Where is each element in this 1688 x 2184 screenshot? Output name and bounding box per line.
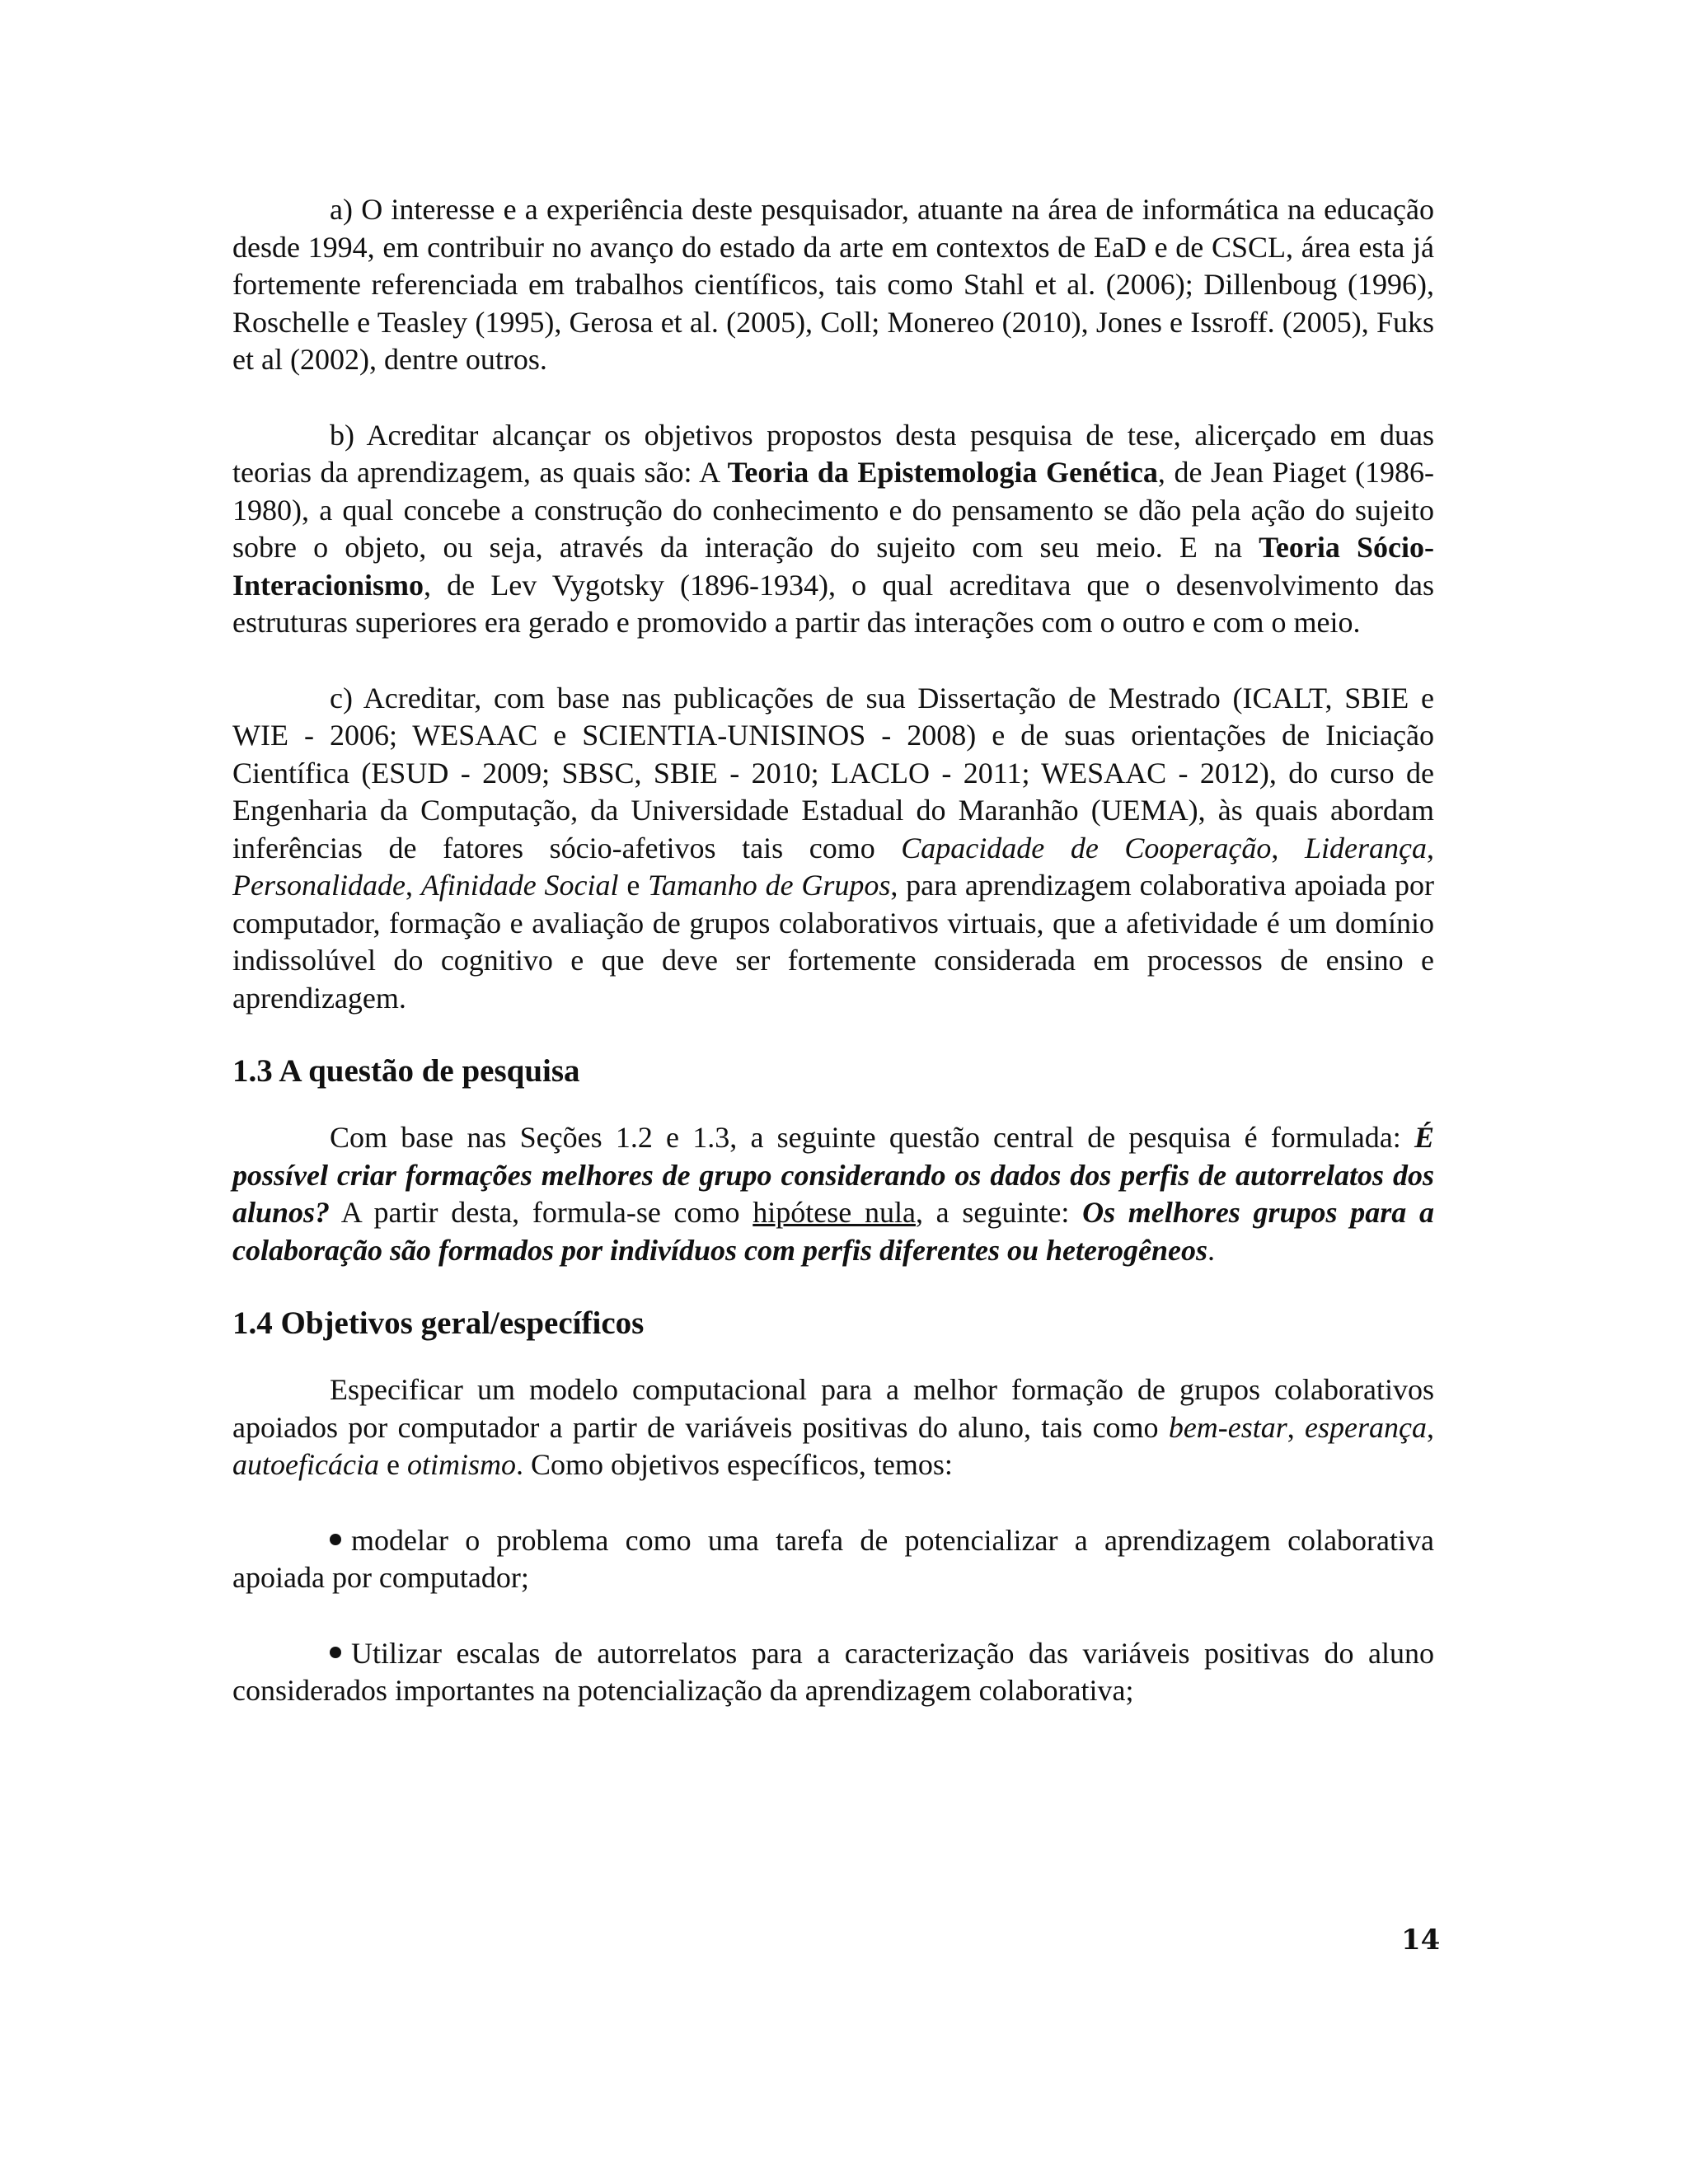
objective-bullet-2 <box>232 1635 1434 1710</box>
paragraph-b-text-1: b) Acreditar alcançar os objetivos propostos desta pesquisa de tese, alicerçado em duas teorias da aprendizagem, as quais são: A <box>232 418 1434 489</box>
separator: e <box>618 869 649 902</box>
variable-bem-estar: bem-estar <box>1168 1410 1287 1444</box>
research-question-text-2: A partir desta, formula-se como <box>330 1196 753 1229</box>
research-question-text-3: , a seguinte: <box>915 1196 1083 1229</box>
paragraph-a-text: a) O interesse e a experiência deste pesquisador, atuante na área de informática na educação desde 1994, em contribuir no avanço do estado da arte em contextos de EaD e de CSCL, área esta já fortemente referenciada em trabalhos científicos, tais como Stahl et al. (2006); Dillenboug (1996), Roschelle e Teasley (1995), Gerosa et al. (2005), Coll; Monereo (2010), Jones e Issroff. (2005), Fuks et al (2002), dentre outros. <box>232 193 1434 376</box>
bullet-icon <box>330 1534 341 1545</box>
paragraph-b <box>232 417 1434 642</box>
document-page <box>232 191 1434 1710</box>
bullet-icon <box>330 1647 341 1658</box>
separator: e <box>378 1448 407 1481</box>
research-question: É possível criar formações melhores de grupo considerando os dados dos perfis de autorrelatos dos alunos? <box>232 1121 1434 1229</box>
null-hypothesis: Os melhores grupos para a colaboração são formados por indivíduos com perfis diferentes ou heterogêneos <box>232 1196 1435 1267</box>
variable-esperanca: esperança <box>1305 1410 1428 1444</box>
factor-capacidade-cooperacao: Capacidade de Cooperação <box>901 831 1272 865</box>
separator: , <box>1271 831 1305 865</box>
separator: , <box>1287 1410 1306 1444</box>
objective-bullet-1-text: modelar o problema como uma tarefa de potencializar a aprendizagem colaborativa apoiada por computador; <box>232 1523 1434 1594</box>
paragraph-b-text-2: , de Jean Piaget (1986-1980), a qual concebe a construção do conhecimento e do pensamento se dão pela ação do sujeito sobre o objeto, ou seja, através da interação do sujeito com seu meio. E na <box>232 456 1435 564</box>
factor-tamanho-grupos: Tamanho de Grupos <box>648 869 891 902</box>
theory-socio-interacionismo: Teoria Sócio-Interacionismo <box>232 531 1434 602</box>
objective-bullet-1 <box>232 1522 1434 1597</box>
section-heading-1-4: 1.4 Objetivos geral/específicos <box>232 1305 645 1341</box>
null-hypothesis-term: hipótese nula <box>753 1196 916 1229</box>
variable-otimismo: otimismo <box>406 1448 516 1481</box>
factor-afinidade-social: Afinidade Social <box>420 869 619 902</box>
research-question-end: . <box>1207 1233 1215 1267</box>
separator: , <box>1427 1410 1435 1444</box>
objectives-text-1: Especificar um modelo computacional para a melhor formação de grupos colaborativos apoiados por computador a partir de variáveis positivas do aluno, tais como <box>232 1373 1434 1444</box>
paragraph-c <box>232 680 1434 1018</box>
objectives-paragraph <box>232 1371 1434 1484</box>
theory-epistemologia-genetica: Teoria da Epistemologia Genética <box>727 456 1158 489</box>
factor-lideranca: Liderança <box>1304 831 1427 865</box>
paragraph-b-text-3: , de Lev Vygotsky (1896-1934), o qual acreditava que o desenvolvimento das estruturas superiores era gerado e promovido a partir das interações com o outro e com o meio. <box>232 568 1434 639</box>
factor-personalidade: Personalidade <box>232 869 406 902</box>
objectives-text-2: . Como objetivos específicos, temos: <box>515 1448 953 1481</box>
separator: , <box>405 869 421 902</box>
paragraph-c-text-1: c) Acreditar, com base nas publicações de sua Dissertação de Mestrado (ICALT, SBIE e WIE - 2006; WESAAC e SCIENTIA-UNISINOS - 2008) e de suas orientações de Iniciação Científica (ESUD - 2009; SBSC, SBIE - 2010; LACLO - 2011; WESAAC - 2012), do curso de Engenharia da Computação, da Universidade Estadual do Maranhão (UEMA), às quais abordam inferências de fatores sócio-afetivos tais como <box>232 681 1434 865</box>
section-heading-1-3: 1.3 A questão de pesquisa <box>232 1053 580 1089</box>
research-question-paragraph <box>232 1119 1434 1269</box>
paragraph-a <box>232 191 1434 379</box>
separator: , <box>1426 831 1434 865</box>
objective-bullet-2-text: Utilizar escalas de autorrelatos para a caracterização das variáveis positivas do aluno considerados importantes na potencialização da aprendizagem colaborativa; <box>232 1636 1434 1707</box>
research-question-intro: Com base nas Seções 1.2 e 1.3, a seguinte questão central de pesquisa é formulada: <box>330 1121 1414 1154</box>
variable-autoeficacia: autoeficácia <box>232 1448 379 1481</box>
page-number: 14 <box>1401 1924 1441 1957</box>
paragraph-c-text-2: , para aprendizagem colaborativa apoiada por computador, formação e avaliação de grupos colaborativos virtuais, que a afetividade é um domínio indissolúvel do cognitivo e que deve ser fortemente considerada em processos de ensino e aprendizagem. <box>232 869 1434 1015</box>
